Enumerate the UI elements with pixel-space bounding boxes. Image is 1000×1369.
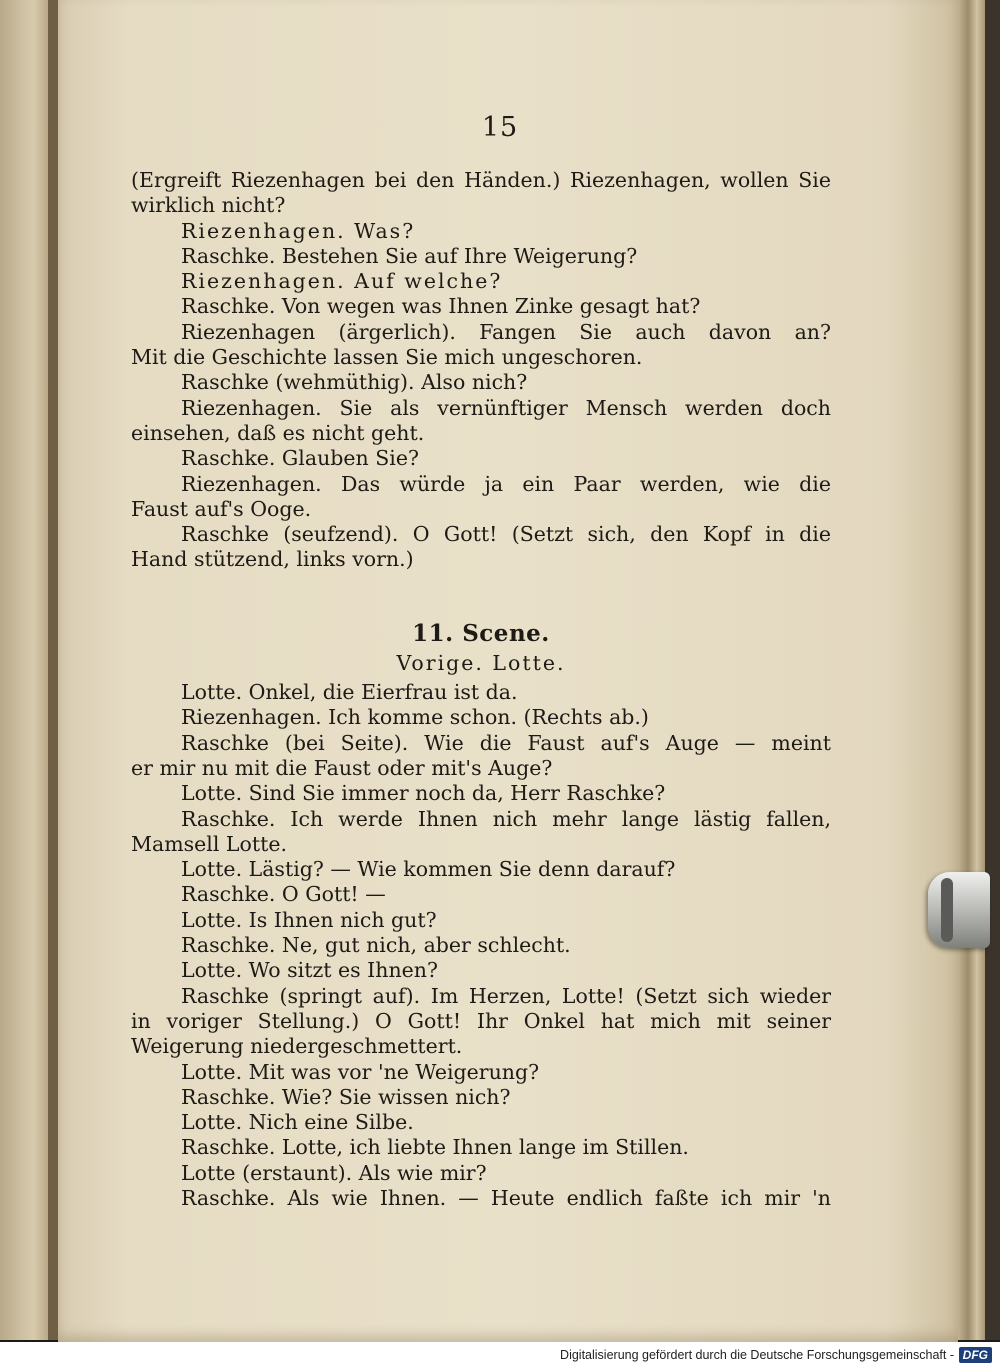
- text-line: Raschke. Wie? Sie wissen nich?: [181, 1084, 511, 1109]
- text-line: einsehen, daß es nicht geht.: [131, 420, 425, 445]
- text-line: Hand stützend, links vorn.): [131, 547, 414, 572]
- page-text: [131, 168, 831, 1211]
- text-line: (Ergreift Riezenhagen bei den Händen.) Riezenhagen, wollen Sie: [131, 168, 831, 192]
- scene-cast: Vorige. Lotte.: [396, 650, 566, 675]
- text-line: wirklich nicht?: [131, 193, 286, 218]
- text-line: Raschke. Lotte, ich liebte Ihnen lange im Stillen.: [181, 1135, 689, 1160]
- text-line: Lotte. Mit was vor 'ne Weigerung?: [181, 1059, 540, 1084]
- text-line: Lotte. Onkel, die Eierfrau ist da.: [181, 680, 518, 705]
- text-line: Riezenhagen. Auf welche?: [181, 269, 503, 294]
- page-number: 15: [481, 112, 519, 143]
- text-line: Raschke (springt auf). Im Herzen, Lotte! (Setzt sich wieder: [181, 983, 831, 1008]
- page-clip: [928, 872, 990, 948]
- text-line: in voriger Stellung.) O Gott! Ihr Onkel hat mich mit seiner: [131, 1008, 831, 1033]
- book-cover-edge: [985, 0, 1000, 1340]
- funding-notice: Digitalisierung gefördert durch die Deutsche Forschungsgemeinschaft -: [560, 1348, 954, 1362]
- text-line: Lotte. Wo sitzt es Ihnen?: [181, 958, 439, 983]
- text-line: Mit die Geschichte lassen Sie mich ungeschoren.: [131, 345, 643, 370]
- text-line: Lotte. Nich eine Silbe.: [181, 1110, 414, 1135]
- text-line: Mamsell Lotte.: [131, 831, 288, 856]
- page-stack-edge: [956, 0, 986, 1340]
- text-line: Raschke. Glauben Sie?: [181, 446, 419, 471]
- text-line: Faust auf's Ooge.: [131, 496, 312, 521]
- text-line: Lotte. Is Ihnen nich gut?: [181, 907, 437, 932]
- text-line: Raschke (bei Seite). Wie die Faust auf's Auge — meint: [181, 730, 831, 755]
- text-line: Raschke. Von wegen was Ihnen Zinke gesagt hat?: [181, 294, 701, 319]
- spacer: [131, 573, 831, 617]
- text-line: Raschke. Ne, gut nich, aber schlecht.: [181, 933, 571, 958]
- text-line: Raschke. Als wie Ihnen. — Heute endlich faßte ich mir 'n: [181, 1185, 831, 1210]
- text-line: Riezenhagen. Ich komme schon. (Rechts ab.): [181, 705, 649, 730]
- dfg-logo: DFG: [959, 1347, 992, 1363]
- book-gutter: [48, 0, 58, 1340]
- text-line: Weigerung niedergeschmettert.: [131, 1034, 463, 1059]
- text-line: Riezenhagen. Sie als vernünftiger Mensch werden doch: [181, 395, 831, 420]
- text-line: Raschke (wehmüthig). Also nich?: [181, 370, 528, 395]
- text-line: Riezenhagen. Was?: [181, 218, 416, 243]
- text-line: Raschke. Bestehen Sie auf Ihre Weigerung?: [181, 243, 638, 268]
- text-line: Lotte. Sind Sie immer noch da, Herr Raschke?: [181, 781, 666, 806]
- text-line: Riezenhagen (ärgerlich). Fangen Sie auch davon an?: [181, 319, 831, 344]
- page-clip-slit: [941, 878, 953, 942]
- text-line: Raschke. Ich werde Ihnen nich mehr lange lästig fallen,: [181, 806, 831, 831]
- text-line: Lotte. Lästig? — Wie kommen Sie denn darauf?: [181, 857, 676, 882]
- text-line: Raschke (seufzend). O Gott! (Setzt sich, den Kopf in die: [181, 522, 831, 547]
- text-line: er mir nu mit die Faust oder mit's Auge?: [131, 755, 553, 780]
- text-line: Raschke. O Gott! —: [181, 882, 386, 907]
- text-line: Lotte (erstaunt). Als wie mir?: [181, 1160, 487, 1185]
- scene-heading: 11. Scene.: [412, 619, 550, 647]
- text-line: Riezenhagen. Das würde ja ein Paar werden, wie die: [181, 471, 831, 496]
